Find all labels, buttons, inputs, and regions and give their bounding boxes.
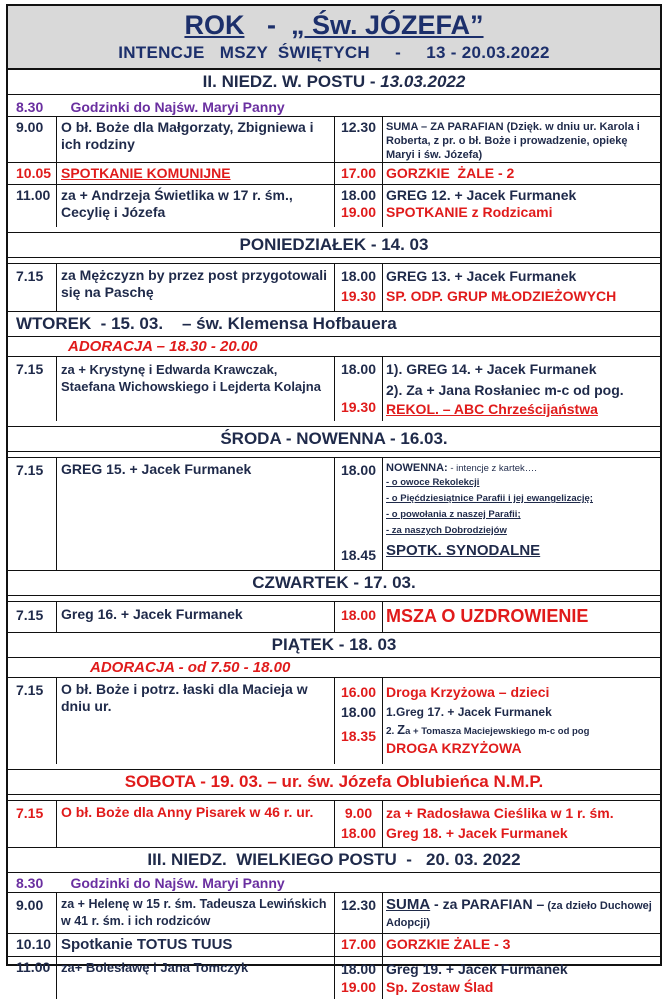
novena-label: NOWENNA: [386, 462, 448, 474]
time: 19.30 [340, 288, 377, 304]
rest: a + Tomasza Maciejewskiego m-c od pog [405, 726, 590, 737]
intention: za Mężczyzn by przez post przygotowali się na Paschę [56, 264, 334, 311]
event: Droga Krzyżowa – dzieci [386, 684, 550, 700]
godzinki-line: 8.30 Godzinki do Najśw. Maryi Panny [16, 99, 285, 115]
time: 18.00 [340, 361, 377, 377]
intention-group [382, 801, 660, 847]
time-group [334, 357, 382, 421]
intention: za + Helenę w 15 r. śm. Tadeusza Lewińskich w 41 r. śm. i ich rodziców [56, 893, 334, 933]
schedule-frame [6, 4, 662, 995]
event: GORZKIE ŻALE - 2 [382, 163, 660, 184]
novena-item: - o Pięćdziesiątnice Parafii i jej ewangelizację; [386, 493, 593, 504]
novena-item: - o powołania z naszej Parafii; [386, 509, 521, 520]
day-header-friday: PIĄTEK - 18. 03 [8, 632, 660, 658]
time: 11.00 [16, 187, 51, 203]
event: Spotkanie TOTUS TUUS [56, 934, 334, 956]
time-group [334, 264, 382, 311]
time: 18.00 [340, 825, 377, 841]
intention-group [382, 357, 660, 421]
time: 12.30 [334, 893, 382, 933]
intention: GREG 12. + Jacek Furmanek [386, 187, 577, 203]
intention: GREG 15. + Jacek Furmanek [56, 458, 334, 570]
time: 7.15 [16, 805, 44, 821]
mass-row [8, 601, 660, 632]
suma-rest: - za PARAFIAN – [430, 896, 545, 912]
event: DROGA KRZYŻOWA [386, 740, 522, 756]
title-dash: - [266, 10, 276, 40]
event: SP. ODP. GRUP MŁODZIEŻOWYCH [386, 288, 617, 304]
event: Sp. Zostaw Ślad [386, 979, 494, 995]
mass-row [8, 956, 660, 999]
time: 18.00 [340, 462, 377, 478]
time: 11.00 [16, 959, 51, 975]
time: 7.15 [16, 462, 44, 478]
intention-group [382, 264, 660, 311]
mass-row [8, 116, 660, 162]
time-group [334, 678, 382, 764]
mass-row [8, 457, 660, 570]
time: 19.00 [340, 204, 377, 220]
time: 10.10 [16, 936, 52, 952]
time: 7.15 [16, 607, 44, 623]
event: MSZA O UZDROWIENIE [382, 602, 660, 632]
time: 18.00 [340, 268, 377, 284]
intention [382, 893, 660, 933]
time: 9.00 [16, 119, 44, 135]
intention-group [382, 678, 660, 764]
time: 9.00 [344, 805, 373, 821]
time: 18.35 [340, 728, 377, 744]
event: SPOTKANIE z Rodzicami [386, 204, 553, 220]
day-header-sunday-1 [8, 70, 660, 95]
intention: O bł. Boże dla Małgorzaty, Zbigniewa i ich rodziny [56, 117, 334, 162]
intention: 1). GREG 14. + Jacek Furmanek [386, 361, 597, 377]
time: 10.05 [16, 165, 52, 181]
time: 7.15 [16, 361, 44, 377]
intention: Greg 19. + Jacek Furmanek [386, 961, 568, 977]
time-group [334, 458, 382, 570]
title-left: ROK [184, 10, 245, 40]
intention: 2). Za + Jana Rosłaniec m-c od pog. [386, 382, 624, 398]
event: GORZKIE ŻALE - 3 [382, 934, 660, 956]
day-date: 13.03.2022 [380, 72, 466, 91]
mass-row [8, 356, 660, 421]
time: 19.30 [340, 399, 377, 415]
intention: za + Krystynę i Edwarda Krawczak, Staefana Wichowskiego i Lejderta Kolajna [56, 357, 334, 421]
day-header-monday: PONIEDZIAŁEK - 14. 03 [8, 232, 660, 258]
novena-item: - o owoce Rekolekcji [386, 477, 480, 488]
intention: 1.Greg 17. + Jacek Furmanek [386, 705, 552, 719]
mass-row [8, 162, 660, 184]
initial: Z [397, 722, 406, 737]
mass-row [8, 184, 660, 227]
time: 19.00 [340, 979, 377, 995]
event: SPOTK. SYNODALNE [386, 542, 541, 559]
time: 18.00 [340, 187, 377, 203]
time: 16.00 [340, 684, 377, 700]
intention: za + Radosława Cieślika w 1 r. śm. [386, 805, 614, 821]
intention: Greg 18. + Jacek Furmanek [386, 825, 568, 841]
time: 17.00 [334, 934, 382, 956]
intention: O bł. Boże i potrz. łaski dla Macieja w dniu ur. [56, 678, 334, 764]
time: 7.15 [16, 268, 44, 284]
mass-row [8, 933, 660, 956]
time: 18.45 [340, 547, 377, 563]
title-right: „ Św. JÓZEFA” [290, 10, 484, 40]
novena-block [382, 458, 660, 570]
adoration-note: ADORACJA – 18.30 - 20.00 [68, 338, 258, 355]
intention: GREG 13. + Jacek Furmanek [386, 268, 577, 284]
prefix: 2. [386, 726, 398, 737]
time-group [334, 185, 382, 227]
time: 12.30 [334, 117, 382, 162]
page-subtitle: INTENCJE MSZY ŚWIĘTYCH - 13 - 20.03.2022 [118, 43, 550, 62]
suma-note: (za dzieło Duchowej Adopcji) [386, 900, 652, 929]
intention: za + Andrzeja Świetlika w 17 r. śm., Cecylię i Józefa [56, 185, 334, 227]
time: 18.00 [334, 602, 382, 632]
day-header-saturday: SOBOTA - 19. 03. – ur. św. Józefa Oblubieńca N.M.P. [8, 769, 660, 795]
mass-row [8, 263, 660, 311]
intention: O bł. Boże dla Anny Pisarek w 46 r. ur. [56, 801, 334, 847]
mass-row [8, 677, 660, 764]
time: 18.00 [340, 961, 377, 977]
novena-item: - za naszych Dobrodziejów [386, 525, 507, 536]
page-title [8, 6, 660, 42]
time: 7.15 [16, 682, 44, 698]
time: 9.00 [16, 897, 44, 913]
godzinki-line: 8.30 Godzinki do Najśw. Maryi Panny [16, 875, 285, 891]
novena-note: - intencje z kartek…. [447, 463, 537, 474]
header [8, 6, 660, 70]
day-header-tuesday: WTOREK - 15. 03. – św. Klemensa Hofbauera [8, 311, 660, 337]
event: REKOL. – ABC Chrześcijaństwa [386, 401, 598, 417]
time-group [334, 801, 382, 847]
mass-row [8, 800, 660, 847]
time: 18.00 [340, 704, 377, 720]
intention-group [382, 957, 660, 999]
time-group [334, 957, 382, 999]
event: SPOTKANIE KOMUNIJNE [56, 163, 334, 184]
day-header-thursday: CZWARTEK - 17. 03. [8, 570, 660, 596]
adoration-note: ADORACJA - od 7.50 - 18.00 [90, 659, 291, 676]
intention-group [382, 185, 660, 227]
intention: za+ Bolesławę i Jana Tomczyk [56, 957, 334, 999]
day-header-sunday-2: III. NIEDZ. WIELKIEGO POSTU - 20. 03. 2022 [8, 847, 660, 873]
intention: Greg 16. + Jacek Furmanek [56, 602, 334, 632]
day-title: II. NIEDZ. W. POSTU - [202, 72, 381, 91]
intention [386, 722, 657, 740]
time: 17.00 [334, 163, 382, 184]
intention: SUMA – ZA PARAFIAN (Dzięk. w dniu ur. Karola i Roberta, z pr. o bł. Boże i prowadzenie, opiekę Maryi i św. Józefa) [382, 117, 660, 162]
day-header-wednesday: ŚRODA - NOWENNA - 16.03. [8, 426, 660, 452]
mass-row [8, 892, 660, 933]
suma: SUMA [386, 896, 431, 913]
